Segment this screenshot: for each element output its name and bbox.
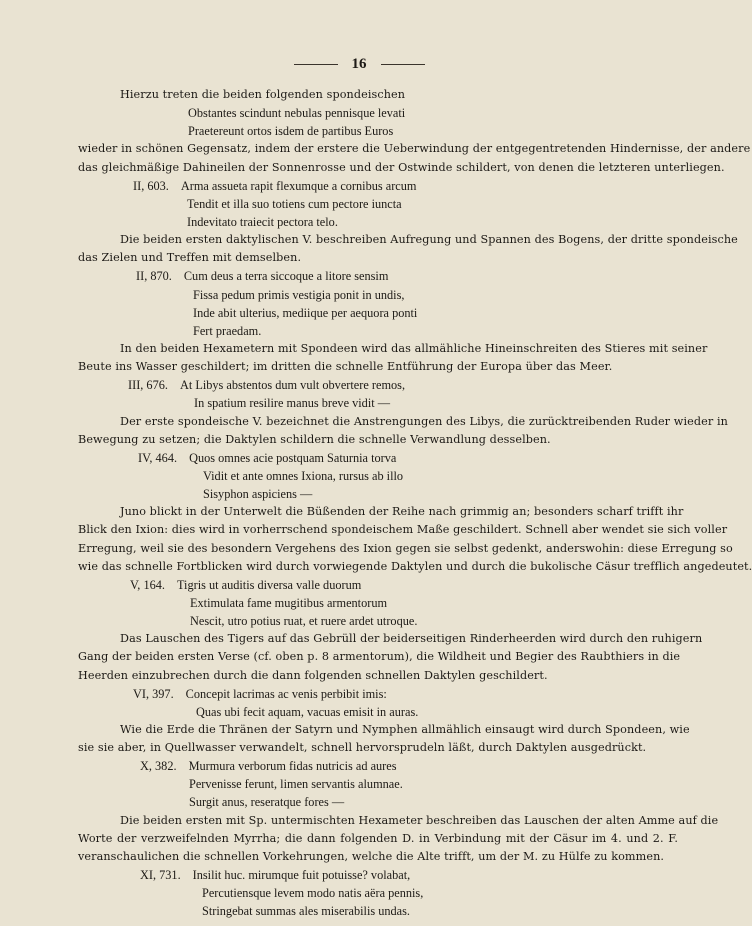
prose-line: Erregung, weil sie des besondern Vergehens des Ixion gegen sie selbst gedenkt, anderswohin: diese Erregung so — [78, 541, 733, 555]
prose-line: sie sie aber, in Quellwasser verwandelt, schnell hervorsprudeln läßt, durch Daktylen ausgedrückt. — [78, 741, 647, 755]
verse-line — [78, 685, 678, 703]
verse-line — [78, 485, 678, 503]
verse-text: Fert praedam. — [193, 323, 262, 338]
prose-line: Beute ins Wasser geschildert; im dritten die schnelle Entführung der Europa über das Meer. — [78, 360, 613, 374]
verse-line — [78, 376, 678, 394]
verse-reference: VI, 397. — [133, 686, 174, 701]
header-rule-left — [294, 64, 338, 65]
verse-line — [78, 195, 678, 213]
verse-reference: X, 382. — [140, 759, 177, 774]
verse-text: Pervenisse ferunt, limen servantis alumnae. — [189, 777, 403, 792]
verse-line — [78, 394, 678, 412]
prose-line: Gang der beiden ersten Verse (cf. oben p. 8 armentorum), die Wildheit und Begier des Raubthiers in die — [78, 650, 681, 664]
verse-reference: II, 870. — [136, 269, 172, 284]
verse-text: Quas ubi fecit aquam, vacuas emisit in auras. — [196, 704, 419, 719]
verse-line — [78, 612, 678, 630]
verse-text: Concepit lacrimas ac venis perbibit imis: — [185, 686, 387, 701]
prose-line: Der erste spondeische V. bezeichnet die Anstrengungen des Libys, die zurücktreibenden Ruder wieder in — [120, 414, 728, 428]
verse-text: Inde abit ulterius, mediique per aequora ponti — [193, 305, 418, 320]
verse-text: Sisyphon aspiciens — — [203, 487, 313, 502]
verse-text: Murmura verborum fidas nutricis ad aures — [188, 759, 397, 774]
prose-line: Das Lauschen des Tigers auf das Gebrüll der beiderseitigen Rinderheerden wird durch den ruhigern — [120, 632, 703, 646]
verse-line — [78, 104, 678, 122]
verse-line — [78, 594, 678, 612]
verse-text: Arma assueta rapit flexumque a cornibus arcum — [180, 178, 417, 193]
prose-line: Blick den Ixion: dies wird in vorherrschend spondeischem Maße geschildert. Schnell aber wendet sie sich voller — [78, 523, 728, 537]
prose-line: Die beiden ersten daktylischen V. beschreiben Aufregung und Spannen des Bogens, der dritte spondeische — [120, 233, 738, 247]
verse-text: Surgit anus, reseratque fores — — [189, 795, 345, 810]
verse-reference: XI, 731. — [140, 868, 181, 883]
verse-text: Tigris ut auditis diversa valle duorum — [176, 577, 362, 592]
verse-text: At Libys abstentos dum vult obvertere remos, — [179, 378, 406, 393]
verse-text: Fissa pedum primis vestigia ponit in undis, — [193, 287, 405, 302]
prose-line: wieder in schönen Gegensatz, indem der erstere die Ueberwindung der entgegentretenden Hindernisse, der andere — [78, 142, 751, 156]
verse-line — [78, 304, 678, 322]
verse-text: Quos omnes acie postquam Saturnia torva — [189, 450, 397, 465]
verse-line — [78, 576, 678, 594]
prose-line: Die beiden ersten mit Sp. untermischten Hexameter beschreiben das Lauschen der alten Amme auf die — [120, 813, 719, 827]
verse-line — [78, 213, 678, 231]
verse-line — [78, 703, 678, 721]
verse-line — [78, 322, 678, 340]
page-body — [78, 86, 752, 920]
verse-text: Cum deus a terra siccoque a litore sensim — [183, 269, 389, 284]
page-header — [0, 54, 718, 74]
prose-line: Heerden einzubrechen durch die dann folgenden schnellen Daktylen geschildert. — [78, 668, 548, 682]
verse-reference: V, 164. — [130, 577, 165, 592]
prose-line: Worte der verzweifelnden Myrrha; die dann folgenden D. in Verbindung mit der Cäsur im 4. und 2. F. — [78, 831, 678, 845]
prose-line: Hierzu treten die beiden folgenden spondeischen — [120, 88, 406, 101]
verse-line — [78, 793, 678, 811]
verse-line — [78, 902, 678, 920]
verse-line — [78, 449, 678, 467]
verse-line — [78, 122, 678, 140]
verse-text: Stringebat summas ales miserabilis undas. — [202, 904, 410, 919]
verse-line — [78, 467, 678, 485]
prose-line: Bewegung zu setzen; die Daktylen schildern die schnelle Verwandlung desselben. — [78, 432, 551, 446]
prose-line: das gleichmäßige Dahineilen der Sonnenrosse und der Ostwinde schildert, von denen die letzteren unterliegen. — [78, 160, 725, 174]
verse-text: Percutiensque levem modo natis aëra pennis, — [202, 886, 424, 901]
verse-text: Nescit, utro potius ruat, et ruere ardet utroque. — [190, 614, 418, 629]
verse-text: Indevitato traiecit pectora telo. — [187, 214, 338, 229]
verse-reference: III, 676. — [128, 378, 168, 393]
verse-line — [78, 757, 678, 775]
header-rule-right — [381, 64, 425, 65]
verse-line — [78, 286, 678, 304]
verse-text: Praetereunt ortos isdem de partibus Euros — [188, 124, 394, 139]
verse-line — [78, 177, 678, 195]
verse-text: Extimulata fame mugitibus armentorum — [190, 595, 388, 610]
prose-line: Wie die Erde die Thränen der Satyrn und Nymphen allmählich einsaugt wird durch Spondeen, wie — [120, 722, 690, 736]
verse-line — [78, 775, 678, 793]
verse-text: Vidit et ante omnes Ixiona, rursus ab illo — [203, 468, 404, 483]
prose-line: wie das schnelle Fortblicken wird durch vorwiegende Daktylen und durch die bukolische Cäsur trefflich angedeutet. — [78, 559, 752, 573]
verse-line — [78, 267, 678, 285]
verse-line — [78, 884, 678, 902]
verse-text: Tendit et illa suo totiens cum pectore iuncta — [187, 196, 402, 211]
verse-line — [78, 866, 678, 884]
prose-line: das Zielen und Treffen mit demselben. — [78, 251, 302, 265]
prose-line: Juno blickt in der Unterwelt die Büßenden der Reihe nach grimmig an; besonders scharf trifft ihr — [120, 505, 684, 519]
prose-line: In den beiden Hexametern mit Spondeen wird das allmähliche Hineinschreiten des Stieres mit seiner — [120, 341, 708, 355]
verse-reference: IV, 464. — [138, 450, 178, 465]
prose-line: veranschaulichen die schnellen Vorkehrungen, welche die Alte trifft, um der M. zu Hülfe zu kommen. — [78, 849, 665, 863]
verse-reference: II, 603. — [133, 178, 169, 193]
verse-text: In spatium resilire manus breve vidit — — [194, 396, 391, 411]
page-number: 16 — [351, 55, 367, 72]
verse-text: Insilit huc. mirumque fuit potuisse? volabat, — [192, 868, 411, 883]
verse-text: Obstantes scindunt nebulas pennisque levati — [188, 106, 406, 121]
